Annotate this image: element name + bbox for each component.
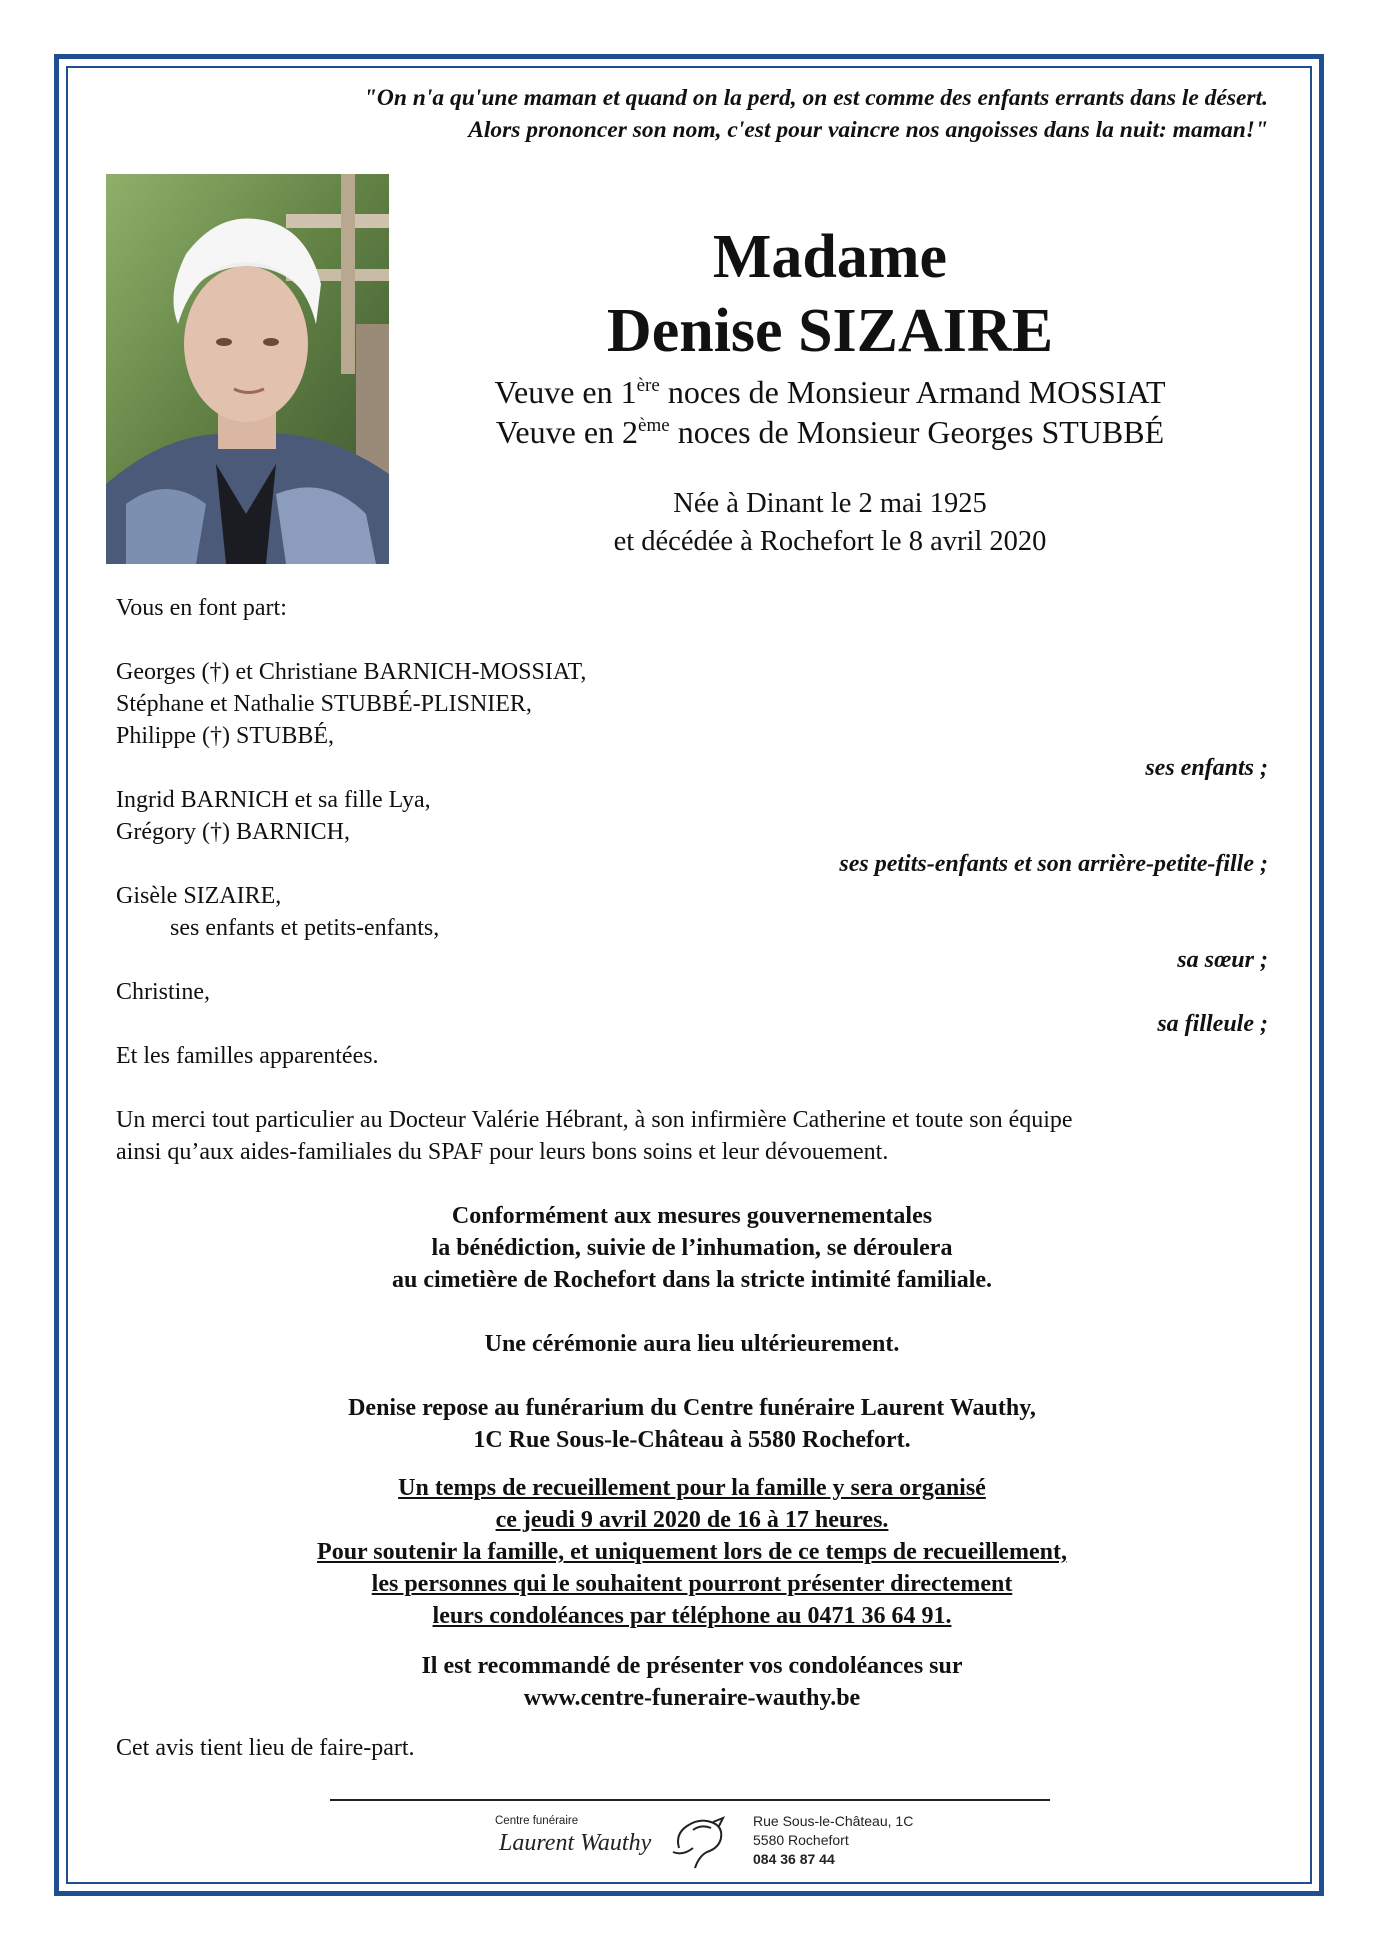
sister-name: Gisèle SIZAIRE, — [116, 883, 282, 909]
widow-1-prefix: Veuve en 1 — [494, 374, 637, 410]
funerarium-block — [116, 1392, 1268, 1456]
other-families: Et les familles apparentées. — [116, 1043, 379, 1069]
list-item: Georges (†) et Christiane BARNICH-MOSSIAT, — [116, 659, 587, 685]
widow-line-2 — [420, 412, 1240, 452]
footer-divider — [330, 1799, 1050, 1801]
goddaughter-label: sa filleule ; — [1157, 1011, 1268, 1037]
widow-2-prefix: Veuve en 2 — [495, 414, 639, 450]
recueillement-line-3: Pour soutenir la famille, et uniquement lors de ce temps de recueillement, — [317, 1539, 1067, 1565]
goddaughter-name: Christine, — [116, 979, 210, 1005]
website-link[interactable]: www.centre-funeraire-wauthy.be — [523, 1685, 861, 1711]
title-madame: Madame — [712, 223, 948, 291]
logo-script-text: Laurent Wauthy — [499, 1830, 652, 1856]
funeral-home-logo — [495, 1808, 915, 1878]
recueillement-block — [116, 1472, 1268, 1632]
grandchildren-label: ses petits-enfants et son arrière-petite-fille ; — [839, 851, 1268, 877]
condoleances-block — [116, 1650, 1268, 1714]
dove-icon — [665, 1808, 735, 1874]
portrait-photo — [106, 174, 389, 564]
list-item: Ingrid BARNICH et sa fille Lya, — [116, 787, 431, 813]
condoleances-line: Il est recommandé de présenter vos condoléances sur — [421, 1653, 963, 1679]
widow-2-ordinal: ème — [638, 415, 670, 436]
phone-number: 084 36 87 44 — [753, 1851, 835, 1867]
widow-1-text: noces de Monsieur Armand MOSSIAT — [659, 374, 1166, 410]
funerarium-line-1: Denise repose au funérarium du Centre funéraire Laurent Wauthy, — [348, 1395, 1036, 1421]
logo-small-text: Centre funéraire — [495, 1815, 579, 1827]
deceased-name: Denise SIZAIRE — [606, 297, 1054, 365]
quote-line-1: "On n'a qu'une maman et quand on la perd, on est comme des enfants errants dans le désert. — [363, 85, 1268, 111]
thanks-paragraph — [116, 1104, 1073, 1168]
thanks-line-1: Un merci tout particulier au Docteur Valérie Hébrant, à son infirmière Catherine et toute son équipe — [116, 1107, 1073, 1133]
widow-line-1 — [420, 372, 1240, 412]
birth-line: Née à Dinant le 2 mai 1925 — [673, 488, 987, 519]
thanks-line-2: ainsi qu’aux aides-familiales du SPAF pour leurs bons soins et leur dévouement. — [116, 1139, 889, 1165]
recueillement-line-5: leurs condoléances par téléphone au 0471 36 64 91. — [432, 1603, 952, 1629]
recueillement-line-4: les personnes qui le souhaitent pourront présenter directement — [371, 1571, 1013, 1597]
children-label: ses enfants ; — [1145, 755, 1268, 781]
ceremony-line-3: au cimetière de Rochefort dans la stricte intimité familiale. — [391, 1267, 993, 1293]
sister-family: ses enfants et petits-enfants, — [170, 915, 440, 941]
ceremony-line-1: Conformément aux mesures gouvernementales — [451, 1203, 933, 1229]
recueillement-line-2: ce jeudi 9 avril 2020 de 16 à 17 heures. — [495, 1507, 889, 1533]
ceremony-later: Une cérémonie aura lieu ultérieurement. — [484, 1331, 900, 1357]
footer-address — [753, 1812, 913, 1869]
funerarium-line-2: 1C Rue Sous-le-Château à 5580 Rochefort. — [473, 1427, 911, 1453]
address-line-2: 5580 Rochefort — [753, 1832, 849, 1848]
sister-block — [116, 880, 439, 944]
death-line: et décédée à Rochefort le 8 avril 2020 — [613, 526, 1047, 557]
sister-label: sa sœur ; — [1177, 947, 1268, 973]
closing-note: Cet avis tient lieu de faire-part. — [116, 1735, 415, 1761]
ceremony-line-2: la bénédiction, suivie de l’inhumation, se déroulera — [431, 1235, 953, 1261]
widow-lines — [420, 372, 1240, 452]
list-item: Philippe (†) STUBBÉ, — [116, 723, 335, 749]
ceremony-block — [116, 1200, 1268, 1296]
life-dates — [420, 485, 1240, 561]
list-item: Stéphane et Nathalie STUBBÉ-PLISNIER, — [116, 691, 532, 717]
opening-quote — [118, 82, 1268, 146]
announce-text: Vous en font part: — [116, 595, 287, 621]
quote-line-2: Alors prononcer son nom, c'est pour vaincre nos angoisses dans la nuit: maman!" — [468, 117, 1268, 143]
grandchildren-list — [116, 784, 431, 848]
children-list — [116, 656, 586, 752]
list-item: Grégory (†) BARNICH, — [116, 819, 350, 845]
address-line-1: Rue Sous-le-Château, 1C — [753, 1813, 914, 1829]
widow-1-ordinal: ère — [636, 375, 660, 396]
widow-2-text: noces de Monsieur Georges STUBBÉ — [669, 414, 1165, 450]
recueillement-line-1: Un temps de recueillement pour la famille y sera organisé — [398, 1475, 986, 1501]
